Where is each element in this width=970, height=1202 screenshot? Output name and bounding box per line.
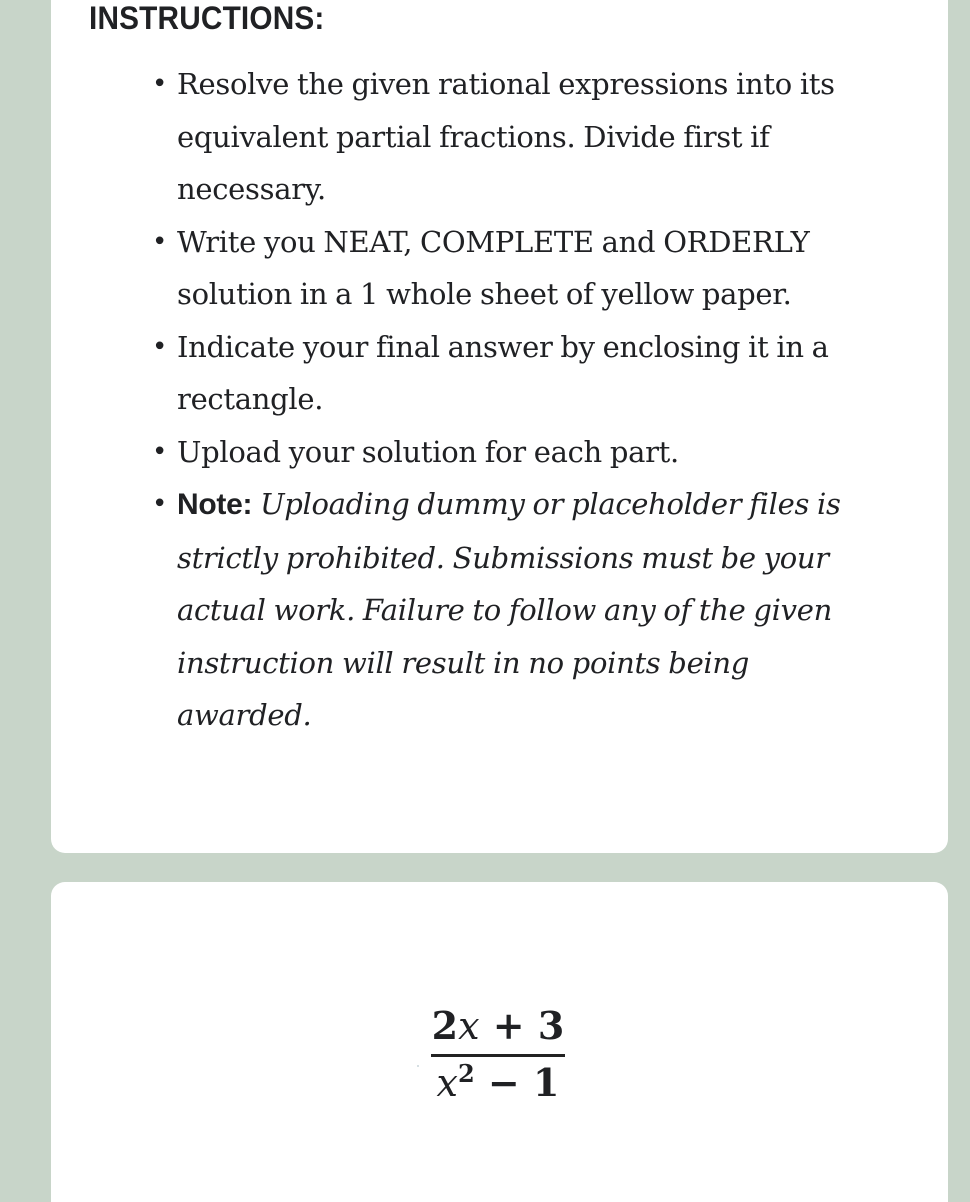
instruction-item [152, 58, 877, 216]
question-card [51, 882, 948, 1202]
fraction-numerator: 2x + 3 [431, 1003, 565, 1048]
bullet-icon: • [152, 436, 168, 467]
fraction-denominator: $x^2 - 1$ [436, 1059, 560, 1105]
stray-dot [417, 1065, 419, 1067]
instructions-heading: INSTRUCTIONS: [89, 0, 325, 36]
instruction-item [152, 426, 877, 479]
bullet-icon: • [152, 69, 168, 99]
note-text: Uploading dummy or placeholder files is strictly prohibited. Submissions must be your actual work. Failure to follow any of the given instruction will result in no points being awarded. [177, 487, 841, 732]
fraction-bar [431, 1054, 565, 1057]
instruction-item [152, 216, 877, 321]
instructions-list [152, 58, 877, 742]
instruction-item [152, 321, 877, 426]
bullet-icon: • [152, 226, 168, 257]
instruction-text: Upload your solution for each part. [177, 434, 679, 469]
rational-expression [431, 1004, 565, 1105]
instruction-text: Resolve the given rational expressions into its equivalent partial fractions. Divide first if necessary. [177, 67, 835, 206]
instruction-text: Write you NEAT, COMPLETE and ORDERLY solution in a 1 whole sheet of yellow paper. [177, 224, 810, 311]
note-label: Note: [177, 488, 253, 521]
bullet-icon: • [152, 489, 168, 519]
note-item [152, 478, 877, 742]
bullet-icon: • [152, 331, 168, 362]
instruction-text: Indicate your final answer by enclosing it in a rectangle. [177, 329, 829, 416]
instructions-card [51, 0, 948, 853]
